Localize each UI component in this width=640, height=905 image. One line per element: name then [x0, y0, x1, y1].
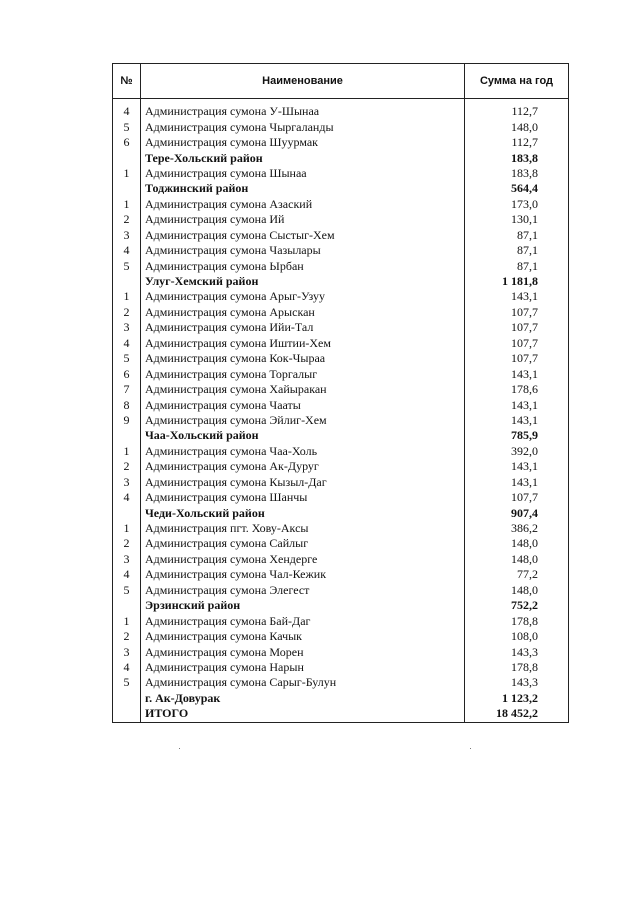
row-name-cell: Администрация сумона Кок-Чыраа — [141, 351, 465, 366]
row-sum-cell: 143,1 — [511, 412, 538, 427]
row-number-cell: 1 — [113, 613, 141, 628]
table-row — [113, 119, 569, 134]
row-sum-cell: 392,0 — [511, 443, 538, 458]
row-sum-cell: 112,7 — [511, 135, 538, 150]
row-sum-cell: 143,1 — [511, 289, 538, 304]
row-sum-cell: 143,1 — [511, 474, 538, 489]
row-sum-cell: 907,4 — [511, 505, 538, 520]
row-number-cell: 2 — [113, 629, 141, 644]
table-row — [113, 320, 569, 335]
table-row — [113, 351, 569, 366]
row-number-cell: 2 — [113, 212, 141, 227]
row-number-cell: 2 — [113, 305, 141, 320]
table-row — [113, 475, 569, 490]
table-row — [113, 521, 569, 536]
subtotal-row — [113, 428, 569, 443]
table-row — [113, 336, 569, 351]
row-name-cell: Эрзинский район — [141, 598, 465, 613]
row-sum-cell: 112,7 — [511, 104, 538, 119]
row-name-cell: ИТОГО — [141, 706, 465, 722]
row-number-cell: 1 — [113, 521, 141, 536]
row-number-cell: 2 — [113, 459, 141, 474]
row-number-cell — [113, 691, 141, 706]
row-sum-cell: 183,8 — [511, 165, 538, 180]
table-row — [113, 197, 569, 212]
row-sum-cell: 183,8 — [511, 150, 538, 165]
row-number-cell: 1 — [113, 289, 141, 304]
row-sum-cell: 18 452,2 — [496, 706, 538, 721]
row-name-cell: Администрация сумона Иштии-Хем — [141, 336, 465, 351]
row-sum-cell: 143,1 — [511, 397, 538, 412]
row-number-cell: 5 — [113, 675, 141, 690]
row-sum-cell: 107,7 — [511, 490, 538, 505]
row-sum-cell: 87,1 — [517, 227, 538, 242]
row-sum-cell: 1 181,8 — [502, 274, 538, 289]
row-sum-cell: 785,9 — [511, 428, 538, 443]
header-row — [113, 64, 569, 99]
row-name-cell: Администрация сумона Сыстыг-Хем — [141, 228, 465, 243]
row-name-cell: Администрация сумона Нарын — [141, 660, 465, 675]
table-row — [113, 243, 569, 258]
row-sum-cell: 87,1 — [517, 258, 538, 273]
row-name-cell: Администрация сумона Ырбан — [141, 258, 465, 273]
row-sum-cell: 173,0 — [511, 196, 538, 211]
table-row — [113, 644, 569, 659]
row-sum-cell: 178,6 — [511, 382, 538, 397]
row-name-cell: Администрация сумона Ий — [141, 212, 465, 227]
header-sum: Сумма на год — [465, 64, 569, 99]
row-sum-cell: 386,2 — [511, 521, 538, 536]
row-number-cell: 5 — [113, 583, 141, 598]
row-name-cell: Администрация сумона Шуурмак — [141, 135, 465, 150]
row-name-cell: Улуг-Хемский район — [141, 274, 465, 289]
row-name-cell: Администрация сумона Хайыракан — [141, 382, 465, 397]
row-sum-cell: 143,3 — [511, 644, 538, 659]
row-sum-cell: 564,4 — [511, 181, 538, 196]
row-name-cell: Администрация сумона Чыргаланды — [141, 119, 465, 134]
row-name-cell: г. Ак-Довурак — [141, 691, 465, 706]
row-name-cell: Администрация сумона У-Шынаа — [141, 104, 465, 119]
row-number-cell: 6 — [113, 366, 141, 381]
row-name-cell: Администрация сумона Шанчы — [141, 490, 465, 505]
row-number-cell: 4 — [113, 490, 141, 505]
table-row — [113, 444, 569, 459]
row-name-cell: Администрация сумона Чал-Кежик — [141, 567, 465, 582]
row-number-cell — [113, 428, 141, 443]
row-sum-cell: 752,2 — [511, 598, 538, 613]
table-row — [113, 536, 569, 551]
table-row — [113, 583, 569, 598]
table-row — [113, 552, 569, 567]
row-sum-cell: 108,0 — [511, 629, 538, 644]
table-row — [113, 675, 569, 690]
row-number-cell — [113, 706, 141, 722]
table-row — [113, 660, 569, 675]
row-name-cell: Администрация сумона Чаа-Холь — [141, 444, 465, 459]
header-num: № — [113, 64, 141, 99]
row-name-cell: Администрация сумона Сайлыг — [141, 536, 465, 551]
row-name-cell: Администрация сумона Арыскан — [141, 305, 465, 320]
table-row — [113, 382, 569, 397]
row-number-cell: 1 — [113, 444, 141, 459]
table-row — [113, 104, 569, 119]
table-header — [113, 64, 569, 99]
row-name-cell: Администрация сумона Кызыл-Даг — [141, 475, 465, 490]
row-sum-cell: 107,7 — [511, 351, 538, 366]
row-number-cell: 2 — [113, 536, 141, 551]
row-name-cell: Администрация сумона Бай-Даг — [141, 613, 465, 628]
row-number-cell — [113, 505, 141, 520]
table-row — [113, 567, 569, 582]
row-number-cell — [113, 181, 141, 196]
row-number-cell: 9 — [113, 413, 141, 428]
table-row — [113, 289, 569, 304]
table-row — [113, 629, 569, 644]
row-name-cell: Администрация сумона Чааты — [141, 397, 465, 412]
row-number-cell — [113, 598, 141, 613]
row-number-cell: 7 — [113, 382, 141, 397]
row-number-cell: 1 — [113, 166, 141, 181]
row-name-cell: Чеди-Хольский район — [141, 505, 465, 520]
row-number-cell: 5 — [113, 351, 141, 366]
row-sum-cell: 87,1 — [517, 243, 538, 258]
subtotal-row — [113, 150, 569, 165]
row-number-cell: 4 — [113, 567, 141, 582]
row-name-cell: Администрация сумона Торгалыг — [141, 366, 465, 381]
row-number-cell: 3 — [113, 552, 141, 567]
row-name-cell: Администрация сумона Эйлиг-Хем — [141, 413, 465, 428]
row-number-cell — [113, 274, 141, 289]
subtotal-row — [113, 274, 569, 289]
row-number-cell: 4 — [113, 336, 141, 351]
row-name-cell: Администрация сумона Азаский — [141, 197, 465, 212]
table-row — [113, 228, 569, 243]
row-number-cell: 3 — [113, 228, 141, 243]
table-row — [113, 166, 569, 181]
subtotal-row — [113, 706, 569, 722]
subtotal-row — [113, 691, 569, 706]
row-sum-cell: 1 123,2 — [502, 690, 538, 705]
row-name-cell: Администрация сумона Элегест — [141, 583, 465, 598]
row-number-cell: 4 — [113, 243, 141, 258]
row-sum-cell: 107,7 — [511, 335, 538, 350]
row-number-cell: 4 — [113, 660, 141, 675]
row-number-cell: 8 — [113, 397, 141, 412]
table-row — [113, 212, 569, 227]
table-body — [113, 99, 569, 723]
row-sum-cell: 143,1 — [511, 459, 538, 474]
row-sum-cell: 143,1 — [511, 366, 538, 381]
row-number-cell: 3 — [113, 320, 141, 335]
scan-speck-right — [470, 748, 471, 749]
row-name-cell: Администрация сумона Шынаа — [141, 166, 465, 181]
table-row — [113, 135, 569, 150]
row-sum-cell: 77,2 — [517, 567, 538, 582]
row-name-cell: Администрация сумона Сарыг-Булун — [141, 675, 465, 690]
row-sum-cell: 143,3 — [511, 675, 538, 690]
row-sum-cell: 178,8 — [511, 613, 538, 628]
table-row — [113, 366, 569, 381]
row-sum-cell: 148,0 — [511, 536, 538, 551]
row-number-cell: 3 — [113, 644, 141, 659]
table-row — [113, 258, 569, 273]
row-sum-cell: 107,7 — [511, 320, 538, 335]
table-row — [113, 459, 569, 474]
row-sum-cell: 148,0 — [511, 582, 538, 597]
table-row — [113, 305, 569, 320]
table-row — [113, 613, 569, 628]
table-row — [113, 490, 569, 505]
scan-speck-left — [179, 748, 180, 749]
row-sum-cell: 130,1 — [511, 212, 538, 227]
row-number-cell: 5 — [113, 119, 141, 134]
row-name-cell: Администрация сумона Ак-Дуруг — [141, 459, 465, 474]
row-sum-cell: 148,0 — [511, 119, 538, 134]
row-name-cell: Администрация сумона Хендерге — [141, 552, 465, 567]
row-name-cell: Администрация сумона Качык — [141, 629, 465, 644]
header-name: Наименование — [141, 64, 465, 99]
table-row — [113, 413, 569, 428]
row-number-cell: 5 — [113, 258, 141, 273]
row-name-cell: Администрация пгт. Хову-Аксы — [141, 521, 465, 536]
row-name-cell: Тере-Хольский район — [141, 150, 465, 165]
row-name-cell: Тоджинский район — [141, 181, 465, 196]
row-number-cell — [113, 150, 141, 165]
table-row — [113, 397, 569, 412]
row-name-cell: Администрация сумона Морен — [141, 644, 465, 659]
row-number-cell: 6 — [113, 135, 141, 150]
subtotal-row — [113, 505, 569, 520]
subtotal-row — [113, 181, 569, 196]
subtotal-row — [113, 598, 569, 613]
row-number-cell: 3 — [113, 475, 141, 490]
row-name-cell: Администрация сумона Арыг-Узуу — [141, 289, 465, 304]
row-sum-cell: 178,8 — [511, 659, 538, 674]
row-sum-cell: 148,0 — [511, 551, 538, 566]
row-sum-cell: 107,7 — [511, 304, 538, 319]
row-name-cell: Администрация сумона Чазылары — [141, 243, 465, 258]
budget-table — [112, 63, 569, 723]
row-number-cell: 1 — [113, 197, 141, 212]
row-name-cell: Чаа-Хольский район — [141, 428, 465, 443]
row-name-cell: Администрация сумона Ийи-Тал — [141, 320, 465, 335]
row-number-cell: 4 — [113, 104, 141, 119]
